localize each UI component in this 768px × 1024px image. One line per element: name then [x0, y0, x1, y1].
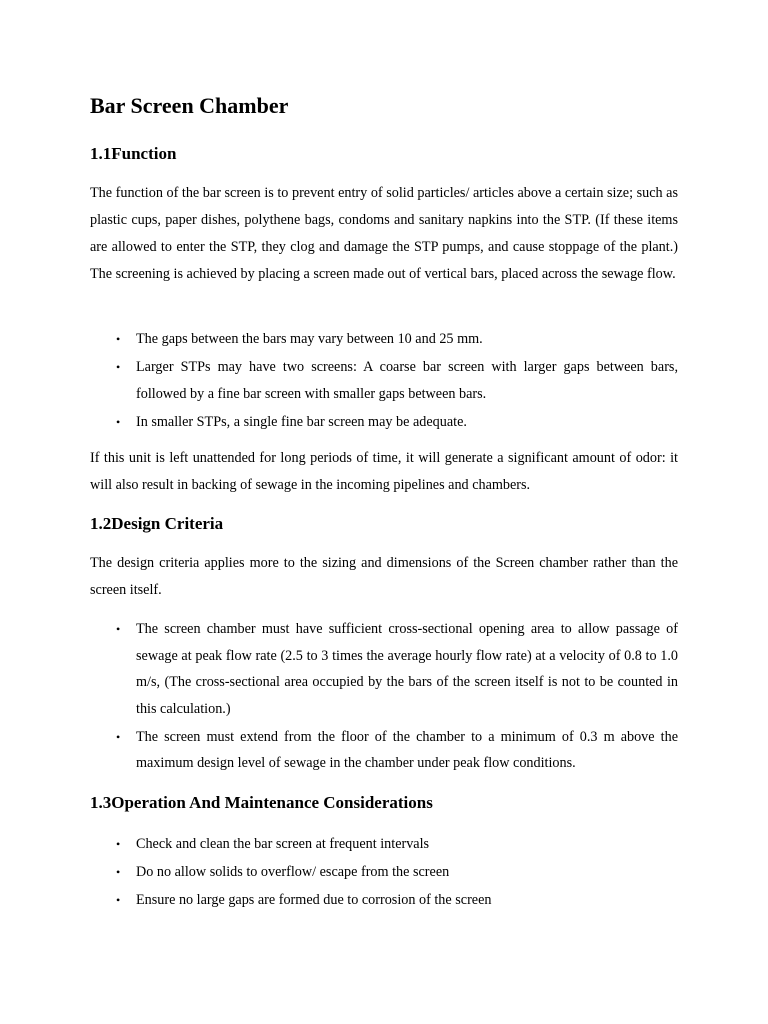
list-item-text: In smaller STPs, a single fine bar screen may be adequate. — [136, 413, 467, 430]
list-item-text: Check and clean the bar screen at frequent intervals — [136, 836, 430, 852]
bullet-glyph: • — [116, 865, 121, 879]
bullet-glyph: • — [116, 414, 121, 429]
list-item — [90, 887, 678, 914]
design-criteria-paragraph: The design criteria applies more to the sizing and dimensions of the Screen chamber rather than the screen itself. — [90, 555, 678, 598]
list-item — [90, 354, 678, 407]
list-item — [90, 724, 678, 777]
list-item-text: Ensure no large gaps are formed due to corrosion of the screen — [136, 892, 492, 908]
bullet-glyph: • — [116, 729, 121, 744]
operation-maintenance-bullet-list — [90, 831, 678, 915]
function-closing-paragraph: If this unit is left unattended for long periods of time, it will generate a significant amount of odor: it will also result in backing of sewage in the incoming pipelines and chambers. — [90, 450, 678, 493]
document-title: Bar Screen Chamber — [90, 93, 289, 118]
bullet-glyph: • — [116, 360, 121, 374]
design-criteria-bullet-list — [90, 616, 678, 778]
function-bullet-list — [90, 326, 678, 437]
bullet-glyph: • — [116, 622, 121, 636]
bullet-glyph: • — [116, 837, 121, 851]
section-heading-operation-maintenance: 1.3Operation And Maintenance Considerations — [90, 793, 433, 812]
section-heading-design-criteria: 1.2Design Criteria — [90, 514, 224, 533]
list-item-text: The screen chamber must have sufficient cross-sectional opening area to allow passage of sewage at peak flow rate (2.5 to 3 times the average hourly flow rate) at a velocity of 0.8 to 1.0 m/s, (The cross-sectional area occupied by the bars of the screen itself is not to be counted in this calculation.) — [136, 621, 678, 717]
list-item-text: The gaps between the bars may vary between 10 and 25 mm. — [136, 331, 483, 347]
bullet-glyph: • — [116, 332, 121, 346]
list-item — [90, 859, 678, 886]
list-item — [90, 409, 678, 436]
bullet-glyph: • — [116, 893, 121, 907]
function-paragraph: The function of the bar screen is to prevent entry of solid particles/ articles above a certain size; such as plastic cups, paper dishes, polythene bags, condoms and sanitary napkins into the STP. (If these items are allowed to enter the STP, they clog and damage the STP pumps, and cause stoppage of the plant.) The screening is achieved by placing a screen made out of vertical bars, placed across the sewage flow. — [90, 185, 678, 282]
section-heading-function: 1.1Function — [90, 144, 177, 163]
list-item-text: Do no allow solids to overflow/ escape from the screen — [136, 864, 450, 880]
list-item — [90, 616, 678, 722]
list-item — [90, 831, 678, 858]
list-item-text: The screen must extend from the floor of the chamber to a minimum of 0.3 m above the maximum design level of sewage in the chamber under peak flow conditions. — [136, 728, 678, 771]
list-item — [90, 326, 678, 353]
list-item-text: Larger STPs may have two screens: A coarse bar screen with larger gaps between bars, followed by a fine bar screen with smaller gaps between bars. — [136, 359, 678, 402]
